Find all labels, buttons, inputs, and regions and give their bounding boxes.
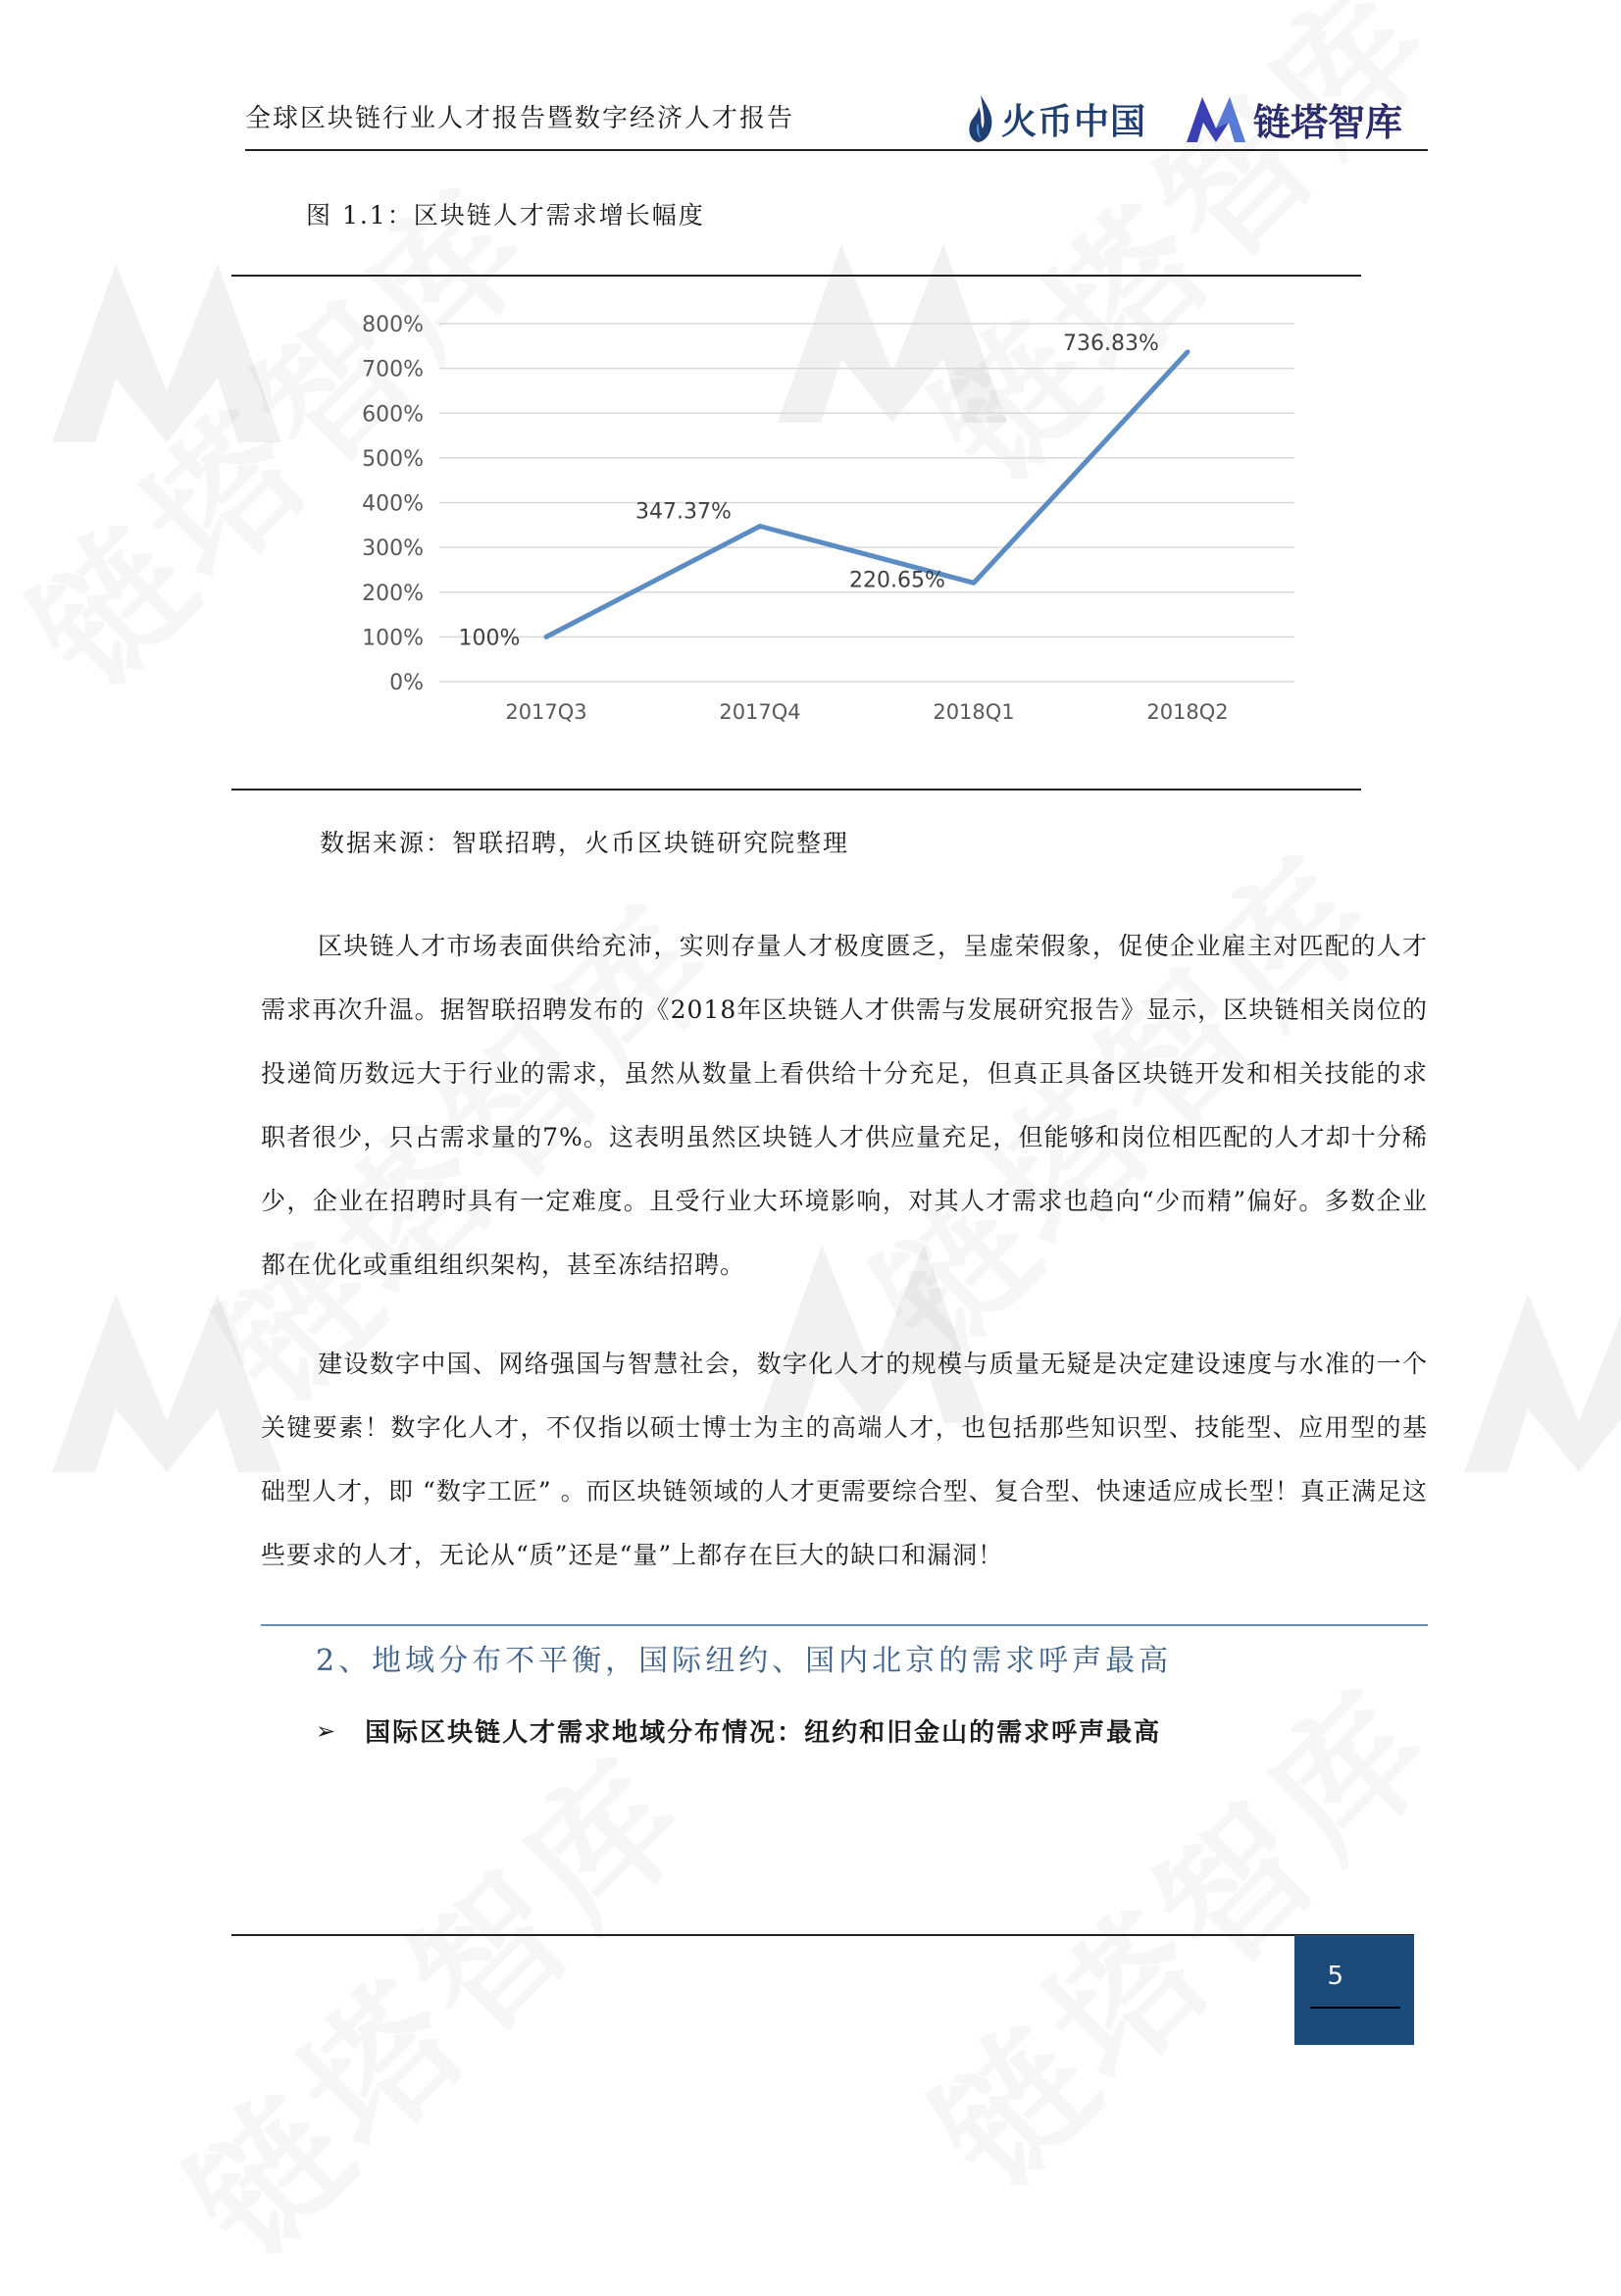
x-tick-label: 2017Q4 bbox=[719, 700, 801, 724]
y-tick-label: 800% bbox=[362, 313, 424, 337]
m-mark-icon bbox=[1185, 93, 1247, 144]
section-heading: 2、地域分布不平衡，国际纽约、国内北京的需求呼声最高 bbox=[316, 1644, 1173, 1678]
flame-icon bbox=[966, 93, 995, 144]
y-tick-label: 200% bbox=[362, 581, 424, 606]
header-divider bbox=[245, 149, 1428, 151]
logo-secondary-text: 链塔智库 bbox=[1253, 100, 1403, 144]
arrow-bullet-icon: ➢ bbox=[316, 1716, 336, 1745]
y-tick-label: 0% bbox=[389, 671, 424, 695]
data-label: 220.65% bbox=[849, 568, 945, 593]
report-title: 全球区块链行业人才报告暨数字经济人才报告 bbox=[245, 104, 795, 133]
x-tick-label: 2018Q1 bbox=[933, 700, 1015, 724]
bullet-item bbox=[316, 1712, 1161, 1749]
x-tick-label: 2018Q2 bbox=[1146, 700, 1229, 724]
demand-growth-line-chart bbox=[333, 294, 1314, 755]
huobi-china-logo bbox=[966, 90, 1146, 147]
section-divider bbox=[261, 1624, 1428, 1626]
page-number-underline bbox=[1310, 2007, 1400, 2009]
data-label: 736.83% bbox=[1063, 331, 1159, 356]
y-tick-label: 500% bbox=[362, 446, 424, 472]
y-tick-label: 300% bbox=[362, 536, 424, 562]
x-tick-label: 2017Q3 bbox=[505, 700, 587, 724]
figure-caption: 图 1.1：区块链人才需求增长幅度 bbox=[306, 201, 705, 230]
y-tick-label: 400% bbox=[362, 491, 424, 517]
y-tick-label: 700% bbox=[362, 357, 424, 383]
chart-bottom-rule bbox=[231, 789, 1361, 791]
paragraph-digital-china: 建设数字中国、网络强国与智慧社会，数字化人才的规模与质量无疑是决定建设速度与水准的一个关键要素！数字化人才，不仅指以硕士博士为主的高端人才，也包括那些知识型、技能型、应用型的基础型人才，即 “数字工匠” 。而区块链领域的人才更需要综合型、复合型、快速适应成长型！真正满足这些要求的人才，无论从“质”还是“量”上都存在巨大的缺口和漏洞！ bbox=[261, 1350, 1428, 1569]
paragraph-talent-market: 区块链人才市场表面供给充沛，实则存量人才极度匮乏，呈虚荣假象，促使企业雇主对匹配的人才需求再次升温。据智联招聘发布的《2018年区块链人才供需与发展研究报告》显示，区块链相关岗位的投递简历数远大于行业的需求，虽然从数量上看供给十分充足，但真正具备区块链开发和相关技能的求职者很少，只占需求量的7%。这表明虽然区块链人才供应量充足，但能够和岗位相匹配的人才却十分稀少，企业在招聘时具有一定难度。且受行业大环境影响，对其人才需求也趋向“少而精”偏好。多数企业都在优化或重组组织架构，甚至冻结招聘。 bbox=[261, 932, 1428, 1279]
data-label: 347.37% bbox=[635, 499, 732, 525]
data-source: 数据来源：智联招聘，火币区块链研究院整理 bbox=[320, 829, 850, 857]
footer-divider bbox=[231, 1934, 1414, 1936]
y-tick-label: 100% bbox=[362, 626, 424, 651]
series-line bbox=[546, 352, 1188, 638]
y-tick-label: 600% bbox=[362, 402, 424, 428]
logo-primary-text: 火币中国 bbox=[1001, 101, 1147, 142]
liantazhiku-logo bbox=[1185, 90, 1402, 147]
data-label: 100% bbox=[458, 626, 521, 651]
bullet-text: 国际区块链人才需求地域分布情况：纽约和旧金山的需求呼声最高 bbox=[365, 1718, 1162, 1748]
chart-top-rule bbox=[231, 275, 1361, 277]
page-number: 5 bbox=[1327, 1962, 1343, 1991]
